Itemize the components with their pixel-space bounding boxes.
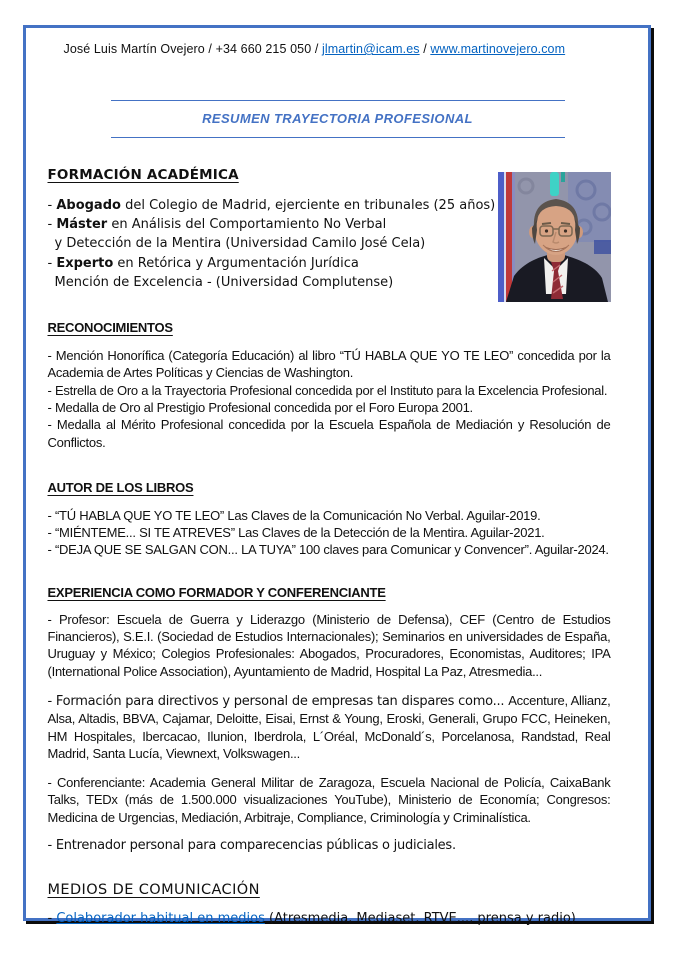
bold-term: Abogado bbox=[56, 198, 121, 213]
reconocimientos-body bbox=[48, 347, 611, 451]
item-text: y Detección de la Mentira (Universidad Camilo José Cela) bbox=[54, 236, 426, 252]
medios-line bbox=[48, 911, 611, 926]
contact-name-phone: José Luis Martín Ovejero / +34 660 215 050 / bbox=[63, 42, 322, 56]
formacion-heading: FORMACIÓN ACADÉMICA bbox=[47, 167, 239, 183]
autor-list bbox=[48, 507, 611, 558]
book-item: - “DEJA QUE SE SALGAN CON... LA TUYA” 100 claves para Comunicar y Convencer”. Aguilar-2024. bbox=[47, 541, 609, 557]
separator: / bbox=[419, 42, 431, 56]
section-reconocimientos bbox=[48, 320, 611, 451]
contact-header bbox=[48, 42, 611, 56]
bold-term: Máster bbox=[56, 217, 108, 233]
experiencia-conferenciante: - Conferenciante: Academia General Militar de Zaragoza, Escuela Nacional de Policía, CaixaBank Talks, TEDx (más de 1.500.000 visualizaciones YouTube), Ministerio de Economía; Congresos: Medicina de Urgencias, Mediación, Arbitraje, Compliance, Criminología y Criminalística. bbox=[47, 775, 611, 825]
document-page bbox=[23, 25, 651, 927]
experiencia-entrenador: - Entrenador personal para comparecencias públicas o judiciales. bbox=[47, 838, 456, 854]
dash: - bbox=[47, 255, 57, 271]
autor-heading: AUTOR DE LOS LIBROS bbox=[47, 479, 194, 495]
recon-item: - Estrella de Oro a la Trayectoria Profesional concedida por el Instituto para la Excelencia Profesional. bbox=[47, 382, 608, 398]
colaborador-medios-link[interactable]: Colaborador habitual en medios bbox=[56, 911, 265, 927]
profile-photo bbox=[498, 172, 611, 302]
list-item bbox=[48, 215, 518, 234]
experiencia-heading: EXPERIENCIA COMO FORMADOR Y CONFERENCIANTE bbox=[47, 584, 386, 600]
section-medios-comunicacion bbox=[48, 882, 611, 926]
title-block bbox=[111, 100, 565, 138]
section-experiencia bbox=[48, 585, 611, 853]
recon-item: - Mención Honorífica (Categoría Educación) al libro “TÚ HABLA QUE YO TE LEO” concedida por la Academia de Artes Políticas y Ciencias de Washington. bbox=[47, 348, 611, 381]
company-list: Accenture, Allianz, Alsa, Altadis, BBVA, Cajamar, Deloitte, Eisai, Ernst & Young, Eroski, Generali, Grupo FCC, Heineken, HM Hospitales, Ibercacao, Ilunion, Iberdrola, L´Oréal, McDonald´s, Porcelanosa, Randstad, Real Madrid, Santa Lucía, Viewnext, Volkswagen... bbox=[47, 692, 611, 761]
paragraph-intro: - Formación para directivos y personal de empresas tan dispares como... bbox=[47, 693, 509, 709]
medios-heading: MEDIOS DE COMUNICACIÓN bbox=[47, 882, 260, 899]
page-title: RESUMEN TRAYECTORIA PROFESIONAL bbox=[202, 111, 473, 126]
dash: - bbox=[47, 198, 57, 213]
dash: - bbox=[47, 217, 57, 233]
email-link[interactable]: jlmartin@icam.es bbox=[321, 42, 420, 56]
recon-item: - Medalla al Mérito Profesional concedida por la Escuela Española de Mediación y Resolución de Conflictos. bbox=[47, 417, 611, 450]
recon-item: - Medalla de Oro al Prestigio Profesional concedida por el Foro Europa 2001. bbox=[47, 399, 473, 415]
book-item: - “MIÉNTEME... SI TE ATREVES” Las Claves de la Detección de la Mentira. Aguilar-2021. bbox=[47, 524, 545, 540]
book-item: - “TÚ HABLA QUE YO TE LEO” Las Claves de la Comunicación No Verbal. Aguilar-2019. bbox=[47, 507, 541, 523]
item-text: en Análisis del Comportamiento No Verbal bbox=[107, 217, 387, 233]
medios-rest: (Atresmedia, Mediaset. RTVE..., prensa y radio) bbox=[264, 911, 576, 927]
list-item bbox=[48, 254, 518, 273]
list-item-continuation bbox=[48, 234, 518, 253]
bold-term: Experto bbox=[56, 255, 114, 271]
title-rule-bottom bbox=[111, 137, 565, 138]
section-autor-libros bbox=[48, 480, 611, 558]
item-text: en Retórica y Argumentación Jurídica bbox=[113, 255, 359, 271]
profile-photo-image bbox=[498, 172, 611, 302]
list-item-continuation bbox=[48, 273, 518, 292]
formacion-list bbox=[48, 196, 518, 292]
dash: - bbox=[47, 911, 57, 927]
website-link[interactable]: www.martinovejero.com bbox=[430, 42, 566, 56]
item-text: Mención de Excelencia - (Universidad Complutense) bbox=[54, 274, 394, 290]
reconocimientos-heading: RECONOCIMIENTOS bbox=[47, 320, 173, 336]
experiencia-formacion-empresas bbox=[48, 692, 611, 762]
list-item bbox=[48, 196, 518, 215]
experiencia-profesor: - Profesor: Escuela de Guerra y Liderazgo (Ministerio de Defensa), CEF (Centro de Estudios Financieros), S.E.I. (Sociedad de Estudios Internacionales); Seminarios en universidades de España, Uruguay y México; Colegios Profesionales: Abogados, Procuradores, Economistas, Auditores; IPA (International Police Association), Ayuntamiento de Madrid, Hospital La Paz, Atresmedia... bbox=[47, 611, 611, 679]
item-text: del Colegio de Madrid, ejerciente en tribunales (25 años) bbox=[120, 198, 496, 213]
